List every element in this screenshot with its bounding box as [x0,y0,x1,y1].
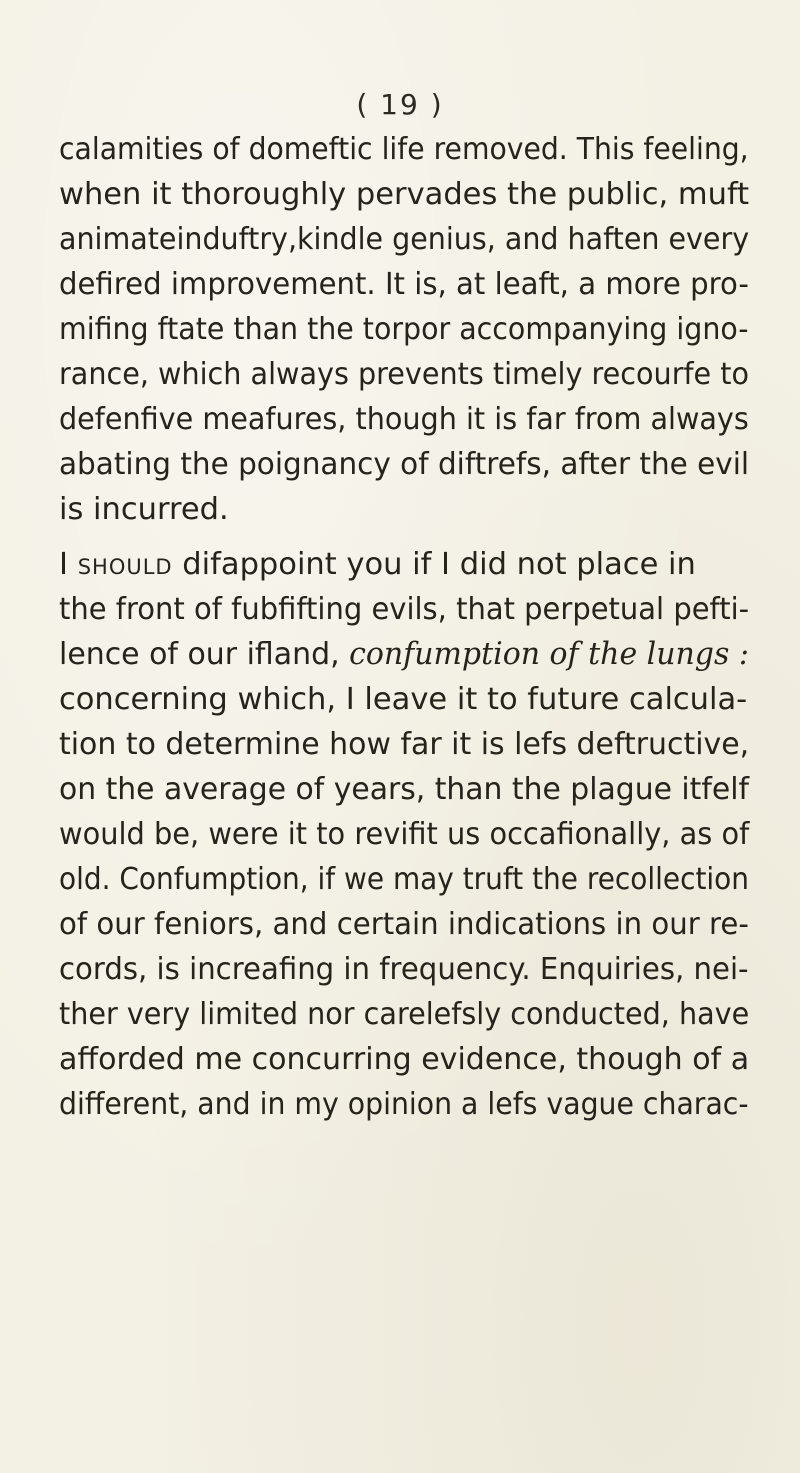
text-line: animateinduftry,kindle genius, and haften every [59,222,750,257]
drop-word: I [59,547,78,582]
text-line: rance, which always prevents timely recourfe to [59,357,750,392]
text-line: different, and in my opinion a lefs vague charac- [59,1087,749,1122]
small-caps-word: should [77,547,173,582]
text-line: the front of fubfifting evils, that perpetual pefti- [59,592,750,627]
italic-phrase: confumption of the lungs : [349,637,749,672]
text-line: tion to determine how far it is lefs deftructive, [59,727,750,762]
page-number: ( 19 ) [356,88,444,121]
text-line [59,635,749,675]
text-line: mifing ftate than the torpor accompanying igno- [59,312,749,347]
text-line: defired improvement. It is, at leaft, a more pro- [59,267,749,302]
text-line: abating the poignancy of diftrefs, after the evil [59,447,750,482]
text-line: cords, is increafing in frequency. Enquiries, nei- [59,952,749,987]
text-line: of our feniors, and certain indications in our re- [59,907,749,942]
text-line: concerning which, I leave it to future calcula- [59,682,748,717]
text-line: old. Confumption, if we may truft the recollection [59,862,749,897]
text-line [59,545,696,585]
text-line: on the average of years, than the plague itfelf [59,772,749,807]
text-line: when it thoroughly pervades the public, muft [59,177,750,212]
text-line: is incurred. [59,492,229,527]
text-line: defenfive meafures, though it is far from always [59,402,749,437]
text-line: would be, were it to revifit us occafionally, as of [59,817,750,852]
line-text: lence of our ifland, [59,637,350,672]
line-text: difappoint you if I did not place in [172,547,696,582]
text-line: calamities of domeftic life removed. This feeling, [59,132,749,167]
text-line: ther very limited nor carelefsly conducted, have [59,997,750,1032]
text-line: afforded me concurring evidence, though of a [59,1042,750,1077]
